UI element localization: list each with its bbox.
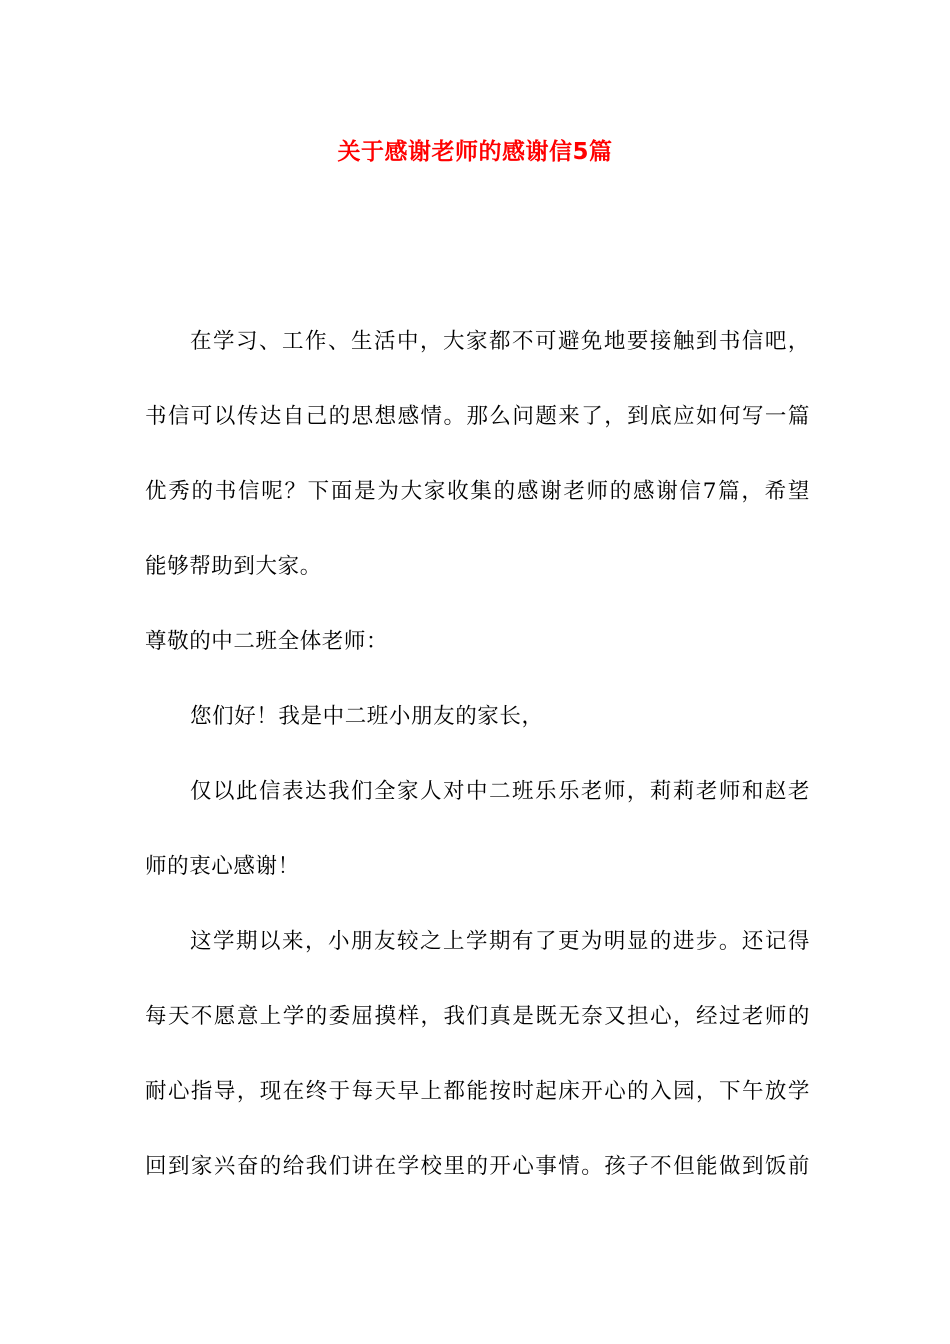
paragraph-line: 师的衷心感谢！	[145, 854, 300, 879]
paragraph-line: 书信可以传达自己的思想感情。那么问题来了，到底应如何写一篇	[145, 404, 810, 429]
document-title: 关于感谢老师的感谢信5篇	[337, 139, 613, 165]
paragraph-line: 仅以此信表达我们全家人对中二班乐乐老师，莉莉老师和赵老	[190, 779, 810, 804]
paragraph-line: 优秀的书信呢？下面是为大家收集的感谢老师的感谢信7篇，希望	[145, 479, 810, 504]
paragraph-line: 在学习、工作、生活中，大家都不可避免地要接触到书信吧，	[190, 329, 810, 354]
paragraph-line: 这学期以来，小朋友较之上学期有了更为明显的进步。还记得	[190, 929, 810, 954]
paragraph-line: 能够帮助到大家。	[145, 554, 322, 579]
paragraph-line: 耐心指导，现在终于每天早上都能按时起床开心的入园，下午放学	[145, 1079, 810, 1104]
paragraph-line: 每天不愿意上学的委屈摸样，我们真是既无奈又担心，经过老师的	[145, 1004, 810, 1029]
paragraph-line: 回到家兴奋的给我们讲在学校里的开心事情。孩子不但能做到饭前	[145, 1154, 810, 1179]
salutation-line: 尊敬的中二班全体老师：	[145, 629, 389, 654]
greeting-line: 您们好！我是中二班小朋友的家长，	[190, 704, 544, 729]
